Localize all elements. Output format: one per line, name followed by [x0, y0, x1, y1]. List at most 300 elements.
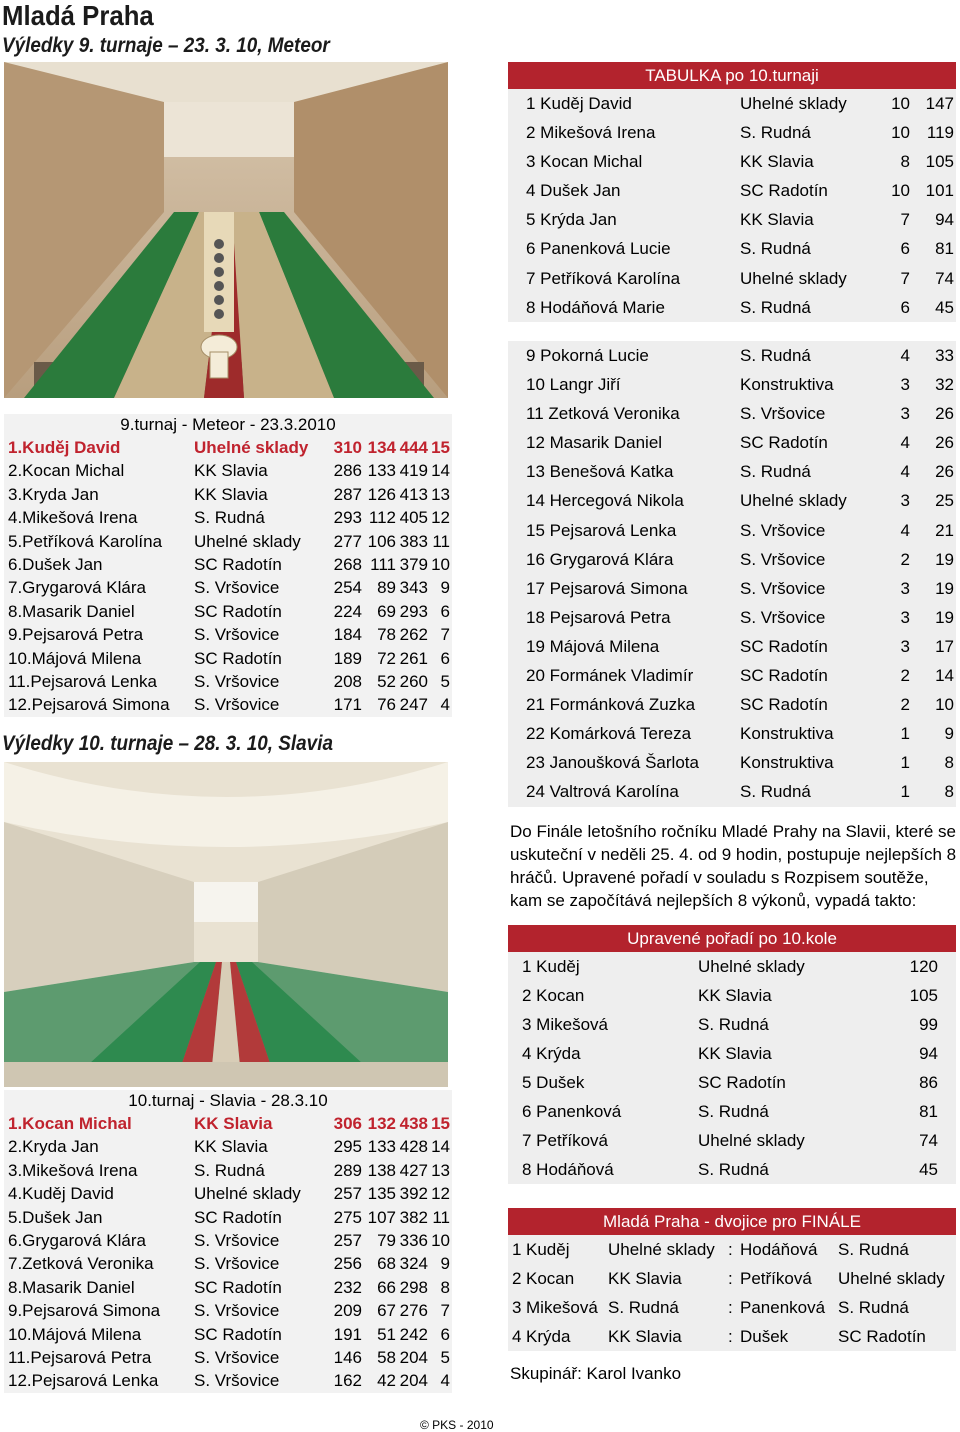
score-clear: 42: [377, 1371, 396, 1391]
points: 5: [440, 671, 450, 691]
player-name: 11.Pejsarová Petra: [8, 1347, 152, 1367]
tournaments-count: 2: [900, 666, 910, 686]
score-full: 306: [333, 1114, 362, 1133]
tournaments-count: 3: [900, 636, 910, 656]
standings-row: [508, 690, 956, 719]
score-clear: 79: [377, 1230, 396, 1250]
result-row: [4, 436, 452, 459]
tournament-10-results: [4, 1090, 452, 1393]
tournaments-count: 1: [900, 753, 910, 773]
player-name: 4.Mikešová Irena: [8, 508, 138, 528]
score-clear: 133: [367, 461, 396, 481]
player-name: 7 Petříková Karolína: [526, 268, 681, 288]
points: 15: [431, 438, 450, 457]
player-name: 11.Pejsarová Lenka: [8, 671, 158, 691]
score-full: 293: [333, 508, 362, 528]
player-a: Kocan: [526, 1269, 575, 1288]
club-name: Konstruktiva: [740, 724, 834, 744]
player-name: 8 Hodáňová: [522, 1160, 614, 1179]
score-clear: 106: [367, 531, 396, 551]
tournament-9-heading: Výledky 9. turnaje – 23. 3. 10, Meteor: [2, 34, 330, 57]
points: 26: [935, 433, 954, 453]
standings-row: [508, 118, 956, 147]
club-name: SC Radotín: [740, 695, 828, 715]
player-name: 1.Kocan Michal: [8, 1114, 132, 1133]
score-clear: 76: [377, 695, 396, 715]
result-row: [4, 1276, 452, 1299]
pair-row: [508, 1293, 956, 1322]
standings-row: [508, 293, 956, 322]
score-full: 289: [333, 1160, 362, 1180]
player-name: 17 Pejsarová Simona: [526, 578, 688, 598]
score-total: 261: [399, 648, 428, 668]
score-full: 268: [333, 554, 362, 574]
club-b: Uhelné sklady: [838, 1269, 945, 1288]
player-name: 5.Dušek Jan: [8, 1207, 103, 1227]
points: 14: [431, 1137, 450, 1157]
tournaments-count: 2: [900, 549, 910, 569]
club-name: KK Slavia: [740, 210, 814, 230]
club-name: S. Vršovice: [194, 1347, 280, 1367]
tournament-9-header: 9.turnaj - Meteor - 23.3.2010: [120, 415, 336, 434]
club-name: S. Rudná: [740, 239, 811, 259]
result-row: [4, 1299, 452, 1322]
score-total: 204: [399, 1371, 428, 1391]
player-name: 8.Masarik Daniel: [8, 601, 135, 621]
result-row: [4, 1369, 452, 1392]
player-b: Dušek: [740, 1327, 789, 1346]
player-b: Panenková: [740, 1298, 826, 1317]
tournaments-count: 3: [900, 607, 910, 627]
points: 119: [926, 123, 954, 143]
player-name: 9 Pokorná Lucie: [526, 346, 649, 365]
score-clear: 89: [377, 578, 396, 598]
player-name: 12 Masarik Daniel: [526, 433, 663, 453]
score-full: 171: [333, 695, 362, 715]
score-clear: 58: [377, 1347, 396, 1367]
points: 7: [440, 625, 450, 645]
player-name: 1 Kuděj: [522, 957, 580, 976]
points: 11: [432, 1207, 450, 1227]
player-name: 10.Májová Milena: [8, 648, 142, 668]
score-clear: 68: [377, 1254, 396, 1274]
standings-row: [508, 661, 956, 690]
player-name: 8.Masarik Daniel: [8, 1277, 135, 1297]
player-name: 10 Langr Jiří: [526, 375, 621, 395]
result-row: [4, 483, 452, 506]
club-name: KK Slavia: [698, 986, 772, 1005]
club-a: Uhelné sklady: [608, 1240, 715, 1259]
points: 9: [944, 724, 954, 744]
standings-row: [508, 603, 956, 632]
points: 5: [440, 1347, 450, 1367]
tournaments-count: 6: [900, 297, 910, 317]
tournaments-count: 4: [900, 433, 910, 453]
standings-row: [508, 632, 956, 661]
club-name: Uhelné sklady: [740, 491, 847, 511]
club-name: SC Radotín: [740, 666, 828, 686]
score-total: 405: [399, 508, 428, 528]
final-note: Do Finále letošního ročníku Mladé Prahy na Slavii, které se uskuteční v neděli 25. 4. od 9 hodin, postupuje nejlepších 8 hráčů. Upravené pořadí v souladu s Rozpisem soutěže, kam se započítává nejlepších 8 výkonů, vypadá takto:: [510, 822, 957, 910]
score-full: 286: [333, 461, 362, 481]
club-name: S. Vršovice: [194, 625, 280, 645]
pairs-header: Mladá Praha - dvojice pro FINÁLE: [508, 1208, 956, 1235]
points: 45: [919, 1160, 938, 1179]
points: 94: [919, 1044, 938, 1063]
player-name: 7 Petříková: [522, 1131, 608, 1150]
club-name: SC Radotín: [740, 181, 828, 201]
standings-row: [508, 234, 956, 263]
player-name: 24 Valtrová Karolína: [526, 782, 679, 802]
player-a: Kuděj: [526, 1240, 570, 1259]
club-name: S. Vršovice: [194, 671, 280, 691]
score-total: 262: [399, 625, 428, 645]
points: 12: [431, 1184, 450, 1204]
pair-row: [508, 1264, 956, 1293]
score-clear: 78: [377, 625, 396, 645]
club-name: SC Radotín: [740, 433, 828, 453]
standings-row: [508, 399, 956, 428]
tournaments-count: 6: [900, 239, 910, 259]
points: 26: [935, 404, 954, 424]
points: 99: [919, 1015, 938, 1034]
club-name: S. Vršovice: [740, 607, 826, 627]
score-clear: 107: [367, 1207, 396, 1227]
tournaments-count: 7: [900, 210, 910, 230]
points: 13: [431, 1160, 450, 1180]
points: 74: [919, 1131, 938, 1150]
standings-row: [508, 205, 956, 234]
points: 10: [431, 554, 450, 574]
player-name: 5.Petříková Karolína: [8, 531, 163, 551]
points: 4: [440, 695, 450, 715]
club-name: SC Radotín: [194, 648, 282, 668]
points: 8: [944, 782, 954, 802]
tournament-9-results: [4, 414, 452, 717]
club-name: S. Vršovice: [194, 1371, 280, 1391]
copyright-footer: © PKS - 2010: [420, 1418, 494, 1432]
club-name: KK Slavia: [194, 1114, 273, 1133]
points: 17: [935, 636, 954, 656]
adjusted-header: Upravené pořadí po 10.kole: [508, 925, 956, 952]
adjusted-row: [508, 1039, 956, 1068]
player-name: 3 Kocan Michal: [526, 152, 643, 172]
club-name: Konstruktiva: [740, 753, 834, 773]
points: 86: [919, 1073, 938, 1092]
club-name: S. Rudná: [740, 346, 811, 365]
player-name: 3.Mikešová Irena: [8, 1160, 138, 1180]
points: 94: [935, 210, 954, 230]
standings-row: [508, 370, 956, 399]
club-name: Uhelné sklady: [740, 268, 847, 288]
player-name: 9.Pejsarová Simona: [8, 1301, 161, 1321]
club-name: SC Radotín: [194, 1324, 282, 1344]
points: 8: [944, 753, 954, 773]
player-name: 4 Krýda: [522, 1044, 581, 1063]
club-name: S. Rudná: [698, 1102, 769, 1121]
adjusted-row: [508, 1126, 956, 1155]
club-name: KK Slavia: [194, 461, 268, 481]
result-row: [4, 1159, 452, 1182]
points: 105: [925, 152, 954, 172]
tournaments-count: 3: [900, 578, 910, 598]
tournaments-count: 1: [900, 782, 910, 802]
score-full: 208: [333, 671, 362, 691]
player-name: 3 Mikešová: [522, 1015, 608, 1034]
score-clear: 133: [367, 1137, 396, 1157]
result-row: [4, 647, 452, 670]
club-name: SC Radotín: [740, 636, 828, 656]
club-name: S. Rudná: [194, 1160, 265, 1180]
score-full: 275: [333, 1207, 362, 1227]
points: 147: [925, 94, 954, 113]
player-name: 10.Májová Milena: [8, 1324, 142, 1344]
points: 19: [935, 607, 954, 627]
points: 19: [935, 549, 954, 569]
adjusted-row: [508, 1068, 956, 1097]
player-name: 13 Benešová Katka: [526, 462, 674, 482]
tournaments-count: 10: [891, 123, 910, 143]
score-full: 191: [333, 1324, 362, 1344]
club-name: S. Vršovice: [194, 1301, 280, 1321]
adjusted-row: [508, 952, 956, 981]
player-a: Krýda: [526, 1327, 571, 1346]
points: 32: [935, 375, 954, 395]
score-clear: 111: [370, 554, 396, 574]
club-name: KK Slavia: [194, 1137, 268, 1157]
points: 45: [935, 297, 954, 317]
tournaments-count: 10: [891, 94, 910, 113]
player-name: 16 Grygarová Klára: [526, 549, 674, 569]
club-name: S. Vršovice: [740, 549, 826, 569]
club-a: S. Rudná: [608, 1298, 679, 1317]
page-title: Mladá Praha: [2, 0, 154, 31]
score-full: 254: [333, 578, 362, 598]
score-full: 146: [333, 1347, 362, 1367]
club-a: KK Slavia: [608, 1327, 682, 1346]
score-clear: 134: [367, 438, 396, 457]
player-name: 6 Panenková: [522, 1102, 622, 1121]
final-pairs-table: [508, 1208, 956, 1351]
club-b: S. Rudná: [838, 1298, 909, 1317]
tournaments-count: 2: [900, 695, 910, 715]
standings-header: TABULKA po 10.turnaji: [508, 62, 956, 89]
score-total: 298: [399, 1277, 428, 1297]
points: 10: [431, 1230, 450, 1250]
club-name: KK Slavia: [740, 152, 814, 172]
score-clear: 66: [377, 1277, 396, 1297]
result-row: [4, 459, 452, 482]
tournament-10-heading: Výledky 10. turnaje – 28. 3. 10, Slavia: [2, 732, 333, 755]
separator: :: [728, 1269, 733, 1288]
separator: :: [728, 1240, 733, 1259]
player-name: 7.Grygarová Klára: [8, 578, 146, 598]
points: 6: [440, 1324, 450, 1344]
tournaments-count: 1: [900, 724, 910, 744]
player-name: 19 Májová Milena: [526, 636, 660, 656]
club-name: S. Rudná: [698, 1160, 769, 1179]
score-total: 428: [399, 1137, 428, 1157]
score-full: 162: [333, 1371, 362, 1391]
points: 13: [431, 484, 450, 504]
club-name: SC Radotín: [698, 1073, 786, 1092]
meteor-lanes-photo: [4, 62, 448, 398]
slavia-lanes-photo: [4, 762, 448, 1087]
points: 25: [935, 491, 954, 511]
standings-row: [508, 428, 956, 457]
standings-row: [508, 457, 956, 486]
group-leader: Skupinář: Karol Ivanko: [510, 1364, 682, 1383]
points: 14: [935, 666, 954, 686]
standings-row: [508, 545, 956, 574]
club-name: Uhelné sklady: [698, 957, 805, 976]
club-name: S. Vršovice: [194, 695, 280, 715]
player-name: 2 Mikešová Irena: [526, 123, 656, 143]
separator: :: [728, 1327, 733, 1346]
points: 74: [935, 268, 954, 288]
standings-row: [508, 264, 956, 293]
pair-row: [508, 1322, 956, 1351]
club-name: S. Rudná: [740, 782, 811, 802]
score-total: 419: [399, 461, 428, 481]
result-row: [4, 1206, 452, 1229]
score-full: 189: [333, 648, 362, 668]
player-name: 5 Dušek: [522, 1073, 585, 1092]
result-row: [4, 553, 452, 576]
score-clear: 138: [367, 1160, 396, 1180]
standings-rest-table: [508, 341, 956, 807]
player-name: 15 Pejsarová Lenka: [526, 520, 677, 540]
club-name: S. Vršovice: [740, 578, 826, 598]
score-total: 413: [399, 484, 428, 504]
player-name: 20 Formánek Vladimír: [526, 666, 694, 686]
club-name: S. Vršovice: [194, 1230, 280, 1250]
points: 105: [909, 986, 938, 1005]
adjusted-row: [508, 1010, 956, 1039]
score-full: 209: [333, 1301, 362, 1321]
tournaments-count: 10: [891, 181, 910, 201]
score-total: 444: [399, 438, 428, 457]
tournaments-count: 4: [900, 462, 910, 482]
adjusted-order-table: [508, 925, 956, 1184]
player-name: 7.Zetková Veronika: [8, 1254, 154, 1274]
player-b: Petříková: [740, 1269, 812, 1288]
tournaments-count: 8: [900, 152, 910, 172]
points: 81: [935, 239, 954, 259]
score-clear: 135: [367, 1184, 396, 1204]
standings-row: [508, 89, 956, 118]
score-total: 247: [399, 695, 428, 715]
standings-row: [508, 574, 956, 603]
club-name: S. Rudná: [698, 1015, 769, 1034]
tournaments-count: 3: [900, 404, 910, 424]
points: 21: [935, 520, 954, 540]
result-row: [4, 1182, 452, 1205]
score-clear: 69: [377, 601, 396, 621]
player-name: 6.Dušek Jan: [8, 554, 103, 574]
standings-row: [508, 147, 956, 176]
score-full: 257: [333, 1230, 362, 1250]
player-name: 23 Janoušková Šarlota: [526, 753, 699, 773]
club-name: SC Radotín: [194, 554, 282, 574]
tournaments-count: 3: [900, 491, 910, 511]
score-full: 224: [333, 601, 362, 621]
score-clear: 112: [368, 508, 396, 528]
club-name: Uhelné sklady: [698, 1131, 805, 1150]
result-row: [4, 623, 452, 646]
standings-row: [508, 719, 956, 748]
adjusted-row: [508, 981, 956, 1010]
result-row: [4, 1135, 452, 1158]
standings-row: [508, 748, 956, 777]
club-name: S. Vršovice: [194, 578, 280, 598]
tournaments-count: 4: [900, 346, 910, 365]
points: 7: [440, 1301, 450, 1321]
club-name: S. Vršovice: [194, 1254, 280, 1274]
score-total: 293: [399, 601, 428, 621]
score-full: 287: [333, 484, 362, 504]
result-row: [4, 600, 452, 623]
club-name: S. Rudná: [740, 297, 811, 317]
player-name: 4.Kuděj David: [8, 1184, 114, 1204]
points: 19: [935, 578, 954, 598]
score-clear: 67: [377, 1301, 396, 1321]
points: 9: [440, 1254, 450, 1274]
player-name: 2.Kocan Michal: [8, 461, 125, 481]
score-total: 382: [399, 1207, 428, 1227]
club-name: Konstruktiva: [740, 375, 834, 395]
result-row: [4, 530, 452, 553]
standings-row: [508, 486, 956, 515]
points: 81: [919, 1102, 938, 1121]
player-name: 14 Hercegová Nikola: [526, 491, 684, 511]
score-full: 184: [333, 625, 362, 645]
player-name: 9.Pejsarová Petra: [8, 625, 144, 645]
score-total: 438: [399, 1114, 428, 1133]
club-b: S. Rudná: [838, 1240, 909, 1259]
player-name: 8 Hodáňová Marie: [526, 297, 665, 317]
pair-number: 1: [512, 1240, 522, 1259]
result-row: [4, 693, 452, 716]
tournaments-count: 4: [900, 520, 910, 540]
points: 14: [431, 461, 450, 481]
club-name: SC Radotín: [194, 1277, 282, 1297]
player-name: 11 Zetková Veronika: [526, 404, 680, 424]
points: 9: [440, 578, 450, 598]
player-name: 3.Kryda Jan: [8, 484, 99, 504]
standings-top-table: [508, 62, 956, 322]
points: 10: [935, 695, 954, 715]
adjusted-row: [508, 1097, 956, 1126]
player-name: 22 Komárková Tereza: [526, 724, 692, 744]
points: 4: [440, 1371, 450, 1391]
club-name: KK Slavia: [194, 484, 268, 504]
standings-row: [508, 777, 956, 806]
adjusted-row: [508, 1155, 956, 1184]
points: 33: [935, 346, 954, 365]
tournaments-count: 3: [900, 375, 910, 395]
result-row: [4, 1229, 452, 1252]
player-name: 1.Kuděj David: [8, 438, 121, 457]
club-name: Uhelné sklady: [740, 94, 847, 113]
result-row: [4, 670, 452, 693]
pair-number: 3: [512, 1298, 522, 1317]
points: 120: [909, 957, 938, 976]
score-total: 392: [399, 1184, 428, 1204]
club-name: S. Rudná: [740, 123, 811, 143]
club-a: KK Slavia: [608, 1269, 682, 1288]
pair-number: 4: [512, 1327, 522, 1346]
